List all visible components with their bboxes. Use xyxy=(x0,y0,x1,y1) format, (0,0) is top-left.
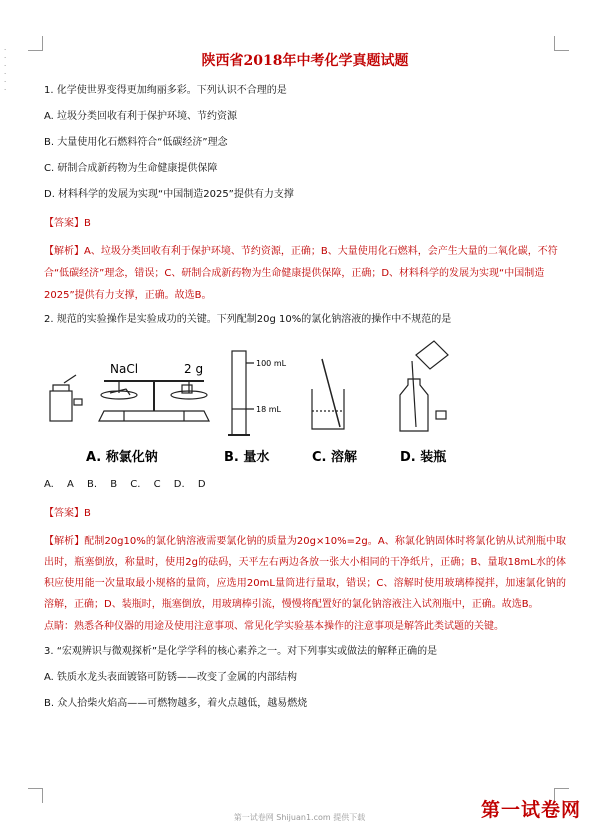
q2-analysis: 【解析】配制20g10%的氯化钠溶液需要氯化钠的质量为20g×10%=2g。A、称氯化钠固体时将氯化钠从试剂瓶中取出时，瓶塞倒放，称量时，使用2g的砝码，天平左右两边各放一张大小相同的干净纸片，正确；B、量取18mL水的体积应使用能一次量取最小规格的量筒，应选用20mL量筒进行量取，错误；C、溶解时使用玻璃棒搅拌，加速氯化钠的溶解，正确；D、装瓶时，瓶塞倒放，用玻璃棒引流，慢慢将配置好的氯化钠溶液注入试剂瓶中，正确。故选B。 xyxy=(44,536,566,610)
q2-tip: 点睛：熟悉各种仪器的用途及使用注意事项、常见化学实验基本操作的注意事项是解答此类试题的关键。 xyxy=(44,621,504,632)
page-title: 陕西省2018年中考化学真题试题 xyxy=(201,53,409,69)
q1-option-b: B. 大量使用化石燃料符合“低碳经济”理念 xyxy=(44,137,228,148)
page-footer: 第一试卷网 Shijuan1.com 提供下载 xyxy=(233,813,366,822)
q1-analysis: 【解析】A、垃圾分类回收有利于保护环境、节约资源，正确；B、大量使用化石燃料，会产生大量的二氧化碳，不符合“低碳经济”理念，错误；C、研制合成新药物为生命健康提供保障，正确；D、材料科学的发展为实现“中国制造2025”提供有力支撑，正确。故选B。 xyxy=(44,246,558,301)
binding-line: · · · · · · xyxy=(4,46,7,94)
q1-option-c: C. 研制合成新药物为生命健康提供保障 xyxy=(44,163,218,174)
cylinder-top-label: 100 mL xyxy=(256,359,287,368)
question-3-stem: 3. “宏观辨识与微观探析”是化学学科的核心素养之一。对下列事实或做法的解释正确的是 xyxy=(44,646,438,657)
page-corner-mark xyxy=(28,788,43,803)
experiment-figure xyxy=(44,339,566,467)
q1-option-a: A. 垃圾分类回收有利于保护环境、节约资源 xyxy=(44,111,238,122)
document-page xyxy=(44,50,566,723)
q1-answer: 【答案】B xyxy=(44,218,91,229)
mass-label: 2 g xyxy=(184,362,204,376)
q3-option-a: A. 铁质水龙头表面镀铬可防锈——改变了金属的内部结构 xyxy=(44,672,298,683)
q2-options: A. A B. B C. C D. D xyxy=(44,479,206,490)
figure-label-b: B. 量水 xyxy=(224,450,270,465)
figure-label-d: D. 装瓶 xyxy=(400,450,447,465)
q2-answer: 【答案】B xyxy=(44,508,91,519)
q1-option-d: D. 材料科学的发展为实现“中国制造2025”提供有力支撑 xyxy=(44,189,294,200)
question-1-stem: 1. 化学使世界变得更加绚丽多彩。下列认识不合理的是 xyxy=(44,85,287,96)
page-corner-mark xyxy=(28,36,43,51)
figure-label-a: A. 称氯化钠 xyxy=(86,450,158,465)
figure-label-c: C. 溶解 xyxy=(312,450,358,465)
site-logo: 第一试卷网 xyxy=(480,799,581,821)
cylinder-mark-label: 18 mL xyxy=(256,405,281,414)
nacl-label: NaCl xyxy=(110,362,139,376)
experiment-illustration xyxy=(44,339,504,467)
page-corner-mark xyxy=(554,36,569,51)
q3-option-b: B. 众人拾柴火焰高——可燃物越多，着火点越低，越易燃烧 xyxy=(44,698,308,709)
question-2-stem: 2. 规范的实验操作是实验成功的关键。下列配制20g 10%的氯化钠溶液的操作中不规范的是 xyxy=(44,314,452,325)
